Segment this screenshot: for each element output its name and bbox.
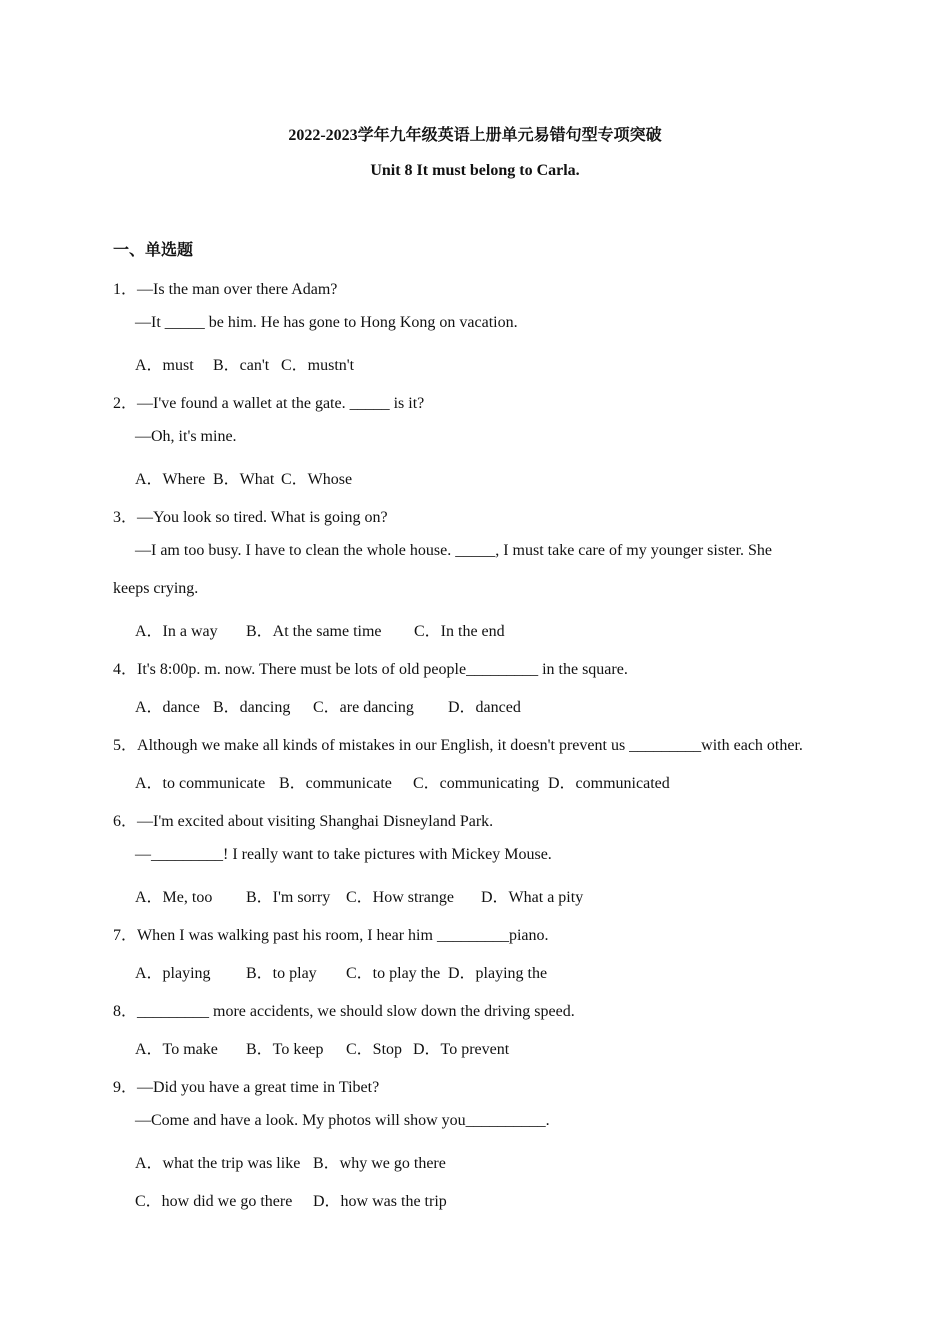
question-number: 4． xyxy=(113,661,138,678)
question-text: —You look so tired. What is going on? xyxy=(137,509,388,526)
option: B．dancing xyxy=(213,699,291,716)
option: B．At the same time xyxy=(246,623,382,640)
option: D．how was the trip xyxy=(313,1193,447,1210)
option: B．why we go there xyxy=(313,1155,446,1172)
question-text: —It _____ be him. He has gone to Hong Kong on vacation. xyxy=(135,314,518,331)
question-text: —Come and have a look. My photos will show you__________. xyxy=(135,1112,550,1129)
option: C．to play the xyxy=(346,965,441,982)
option: A．To make xyxy=(135,1041,218,1058)
question-text: It's 8:00p. m. now. There must be lots of old people_________ in the square. xyxy=(137,661,628,678)
option: A．Where xyxy=(135,471,206,488)
option: B．to play xyxy=(246,965,317,982)
question-text: keeps crying. xyxy=(113,580,199,597)
question-7 xyxy=(113,922,549,945)
option: D．communicated xyxy=(548,775,670,792)
question-3 xyxy=(113,504,388,527)
option: B．What xyxy=(213,471,275,488)
document-title: 2022-2023学年九年级英语上册单元易错句型专项突破 xyxy=(288,127,662,144)
question-6 xyxy=(113,808,493,831)
option: A．dance xyxy=(135,699,200,716)
question-text: —Is the man over there Adam? xyxy=(137,281,338,298)
question-text: —Did you have a great time in Tibet? xyxy=(137,1079,380,1096)
option: A．In a way xyxy=(135,623,218,640)
question-text: When I was walking past his room, I hear him _________piano. xyxy=(137,927,549,944)
question-text: Although we make all kinds of mistakes in our English, it doesn't prevent us _________with each other. xyxy=(137,737,803,754)
option: C．how did we go there xyxy=(135,1193,293,1210)
option: C．Stop xyxy=(346,1041,403,1058)
option: B．communicate xyxy=(279,775,392,792)
question-number: 9． xyxy=(113,1079,138,1096)
question-text: —I'm excited about visiting Shanghai Disneyland Park. xyxy=(137,813,494,830)
question-text: —I've found a wallet at the gate. _____ is it? xyxy=(137,395,425,412)
option: A．what the trip was like xyxy=(135,1155,301,1172)
document-subtitle: Unit 8 It must belong to Carla. xyxy=(370,162,580,179)
question-number: 8． xyxy=(113,1003,138,1020)
option: D．danced xyxy=(448,699,521,716)
question-9 xyxy=(113,1074,379,1097)
option: C．communicating xyxy=(413,775,540,792)
question-text: _________ more accidents, we should slow down the driving speed. xyxy=(137,1003,575,1020)
question-text: —_________! I really want to take pictures with Mickey Mouse. xyxy=(135,846,552,863)
question-number: 1． xyxy=(113,281,138,298)
question-number: 3． xyxy=(113,509,138,526)
question-number: 7． xyxy=(113,927,138,944)
option: B．I'm sorry xyxy=(246,889,331,906)
question-text: —I am too busy. I have to clean the whole house. _____, I must take care of my younger sister. She xyxy=(135,542,773,559)
section-heading: 一、单选题 xyxy=(113,242,194,259)
question-4 xyxy=(113,656,628,679)
option: B．can't xyxy=(213,357,270,374)
option: B．To keep xyxy=(246,1041,324,1058)
option: C．Whose xyxy=(281,471,353,488)
question-8 xyxy=(113,998,575,1021)
option: D．playing the xyxy=(448,965,548,982)
question-number: 2． xyxy=(113,395,138,412)
option: A．must xyxy=(135,357,194,374)
question-number: 5． xyxy=(113,737,138,754)
option: D．To prevent xyxy=(413,1041,510,1058)
option: C．How strange xyxy=(346,889,454,906)
option: C．are dancing xyxy=(313,699,414,716)
option: C．In the end xyxy=(414,623,505,640)
question-1 xyxy=(113,276,337,299)
option: A．to communicate xyxy=(135,775,266,792)
option: A．Me, too xyxy=(135,889,213,906)
question-5 xyxy=(113,732,803,755)
question-text: —Oh, it's mine. xyxy=(135,428,237,445)
question-2 xyxy=(113,390,424,413)
option: C．mustn't xyxy=(281,357,355,374)
option: D．What a pity xyxy=(481,889,584,906)
question-number: 6． xyxy=(113,813,138,830)
option: A．playing xyxy=(135,965,211,982)
